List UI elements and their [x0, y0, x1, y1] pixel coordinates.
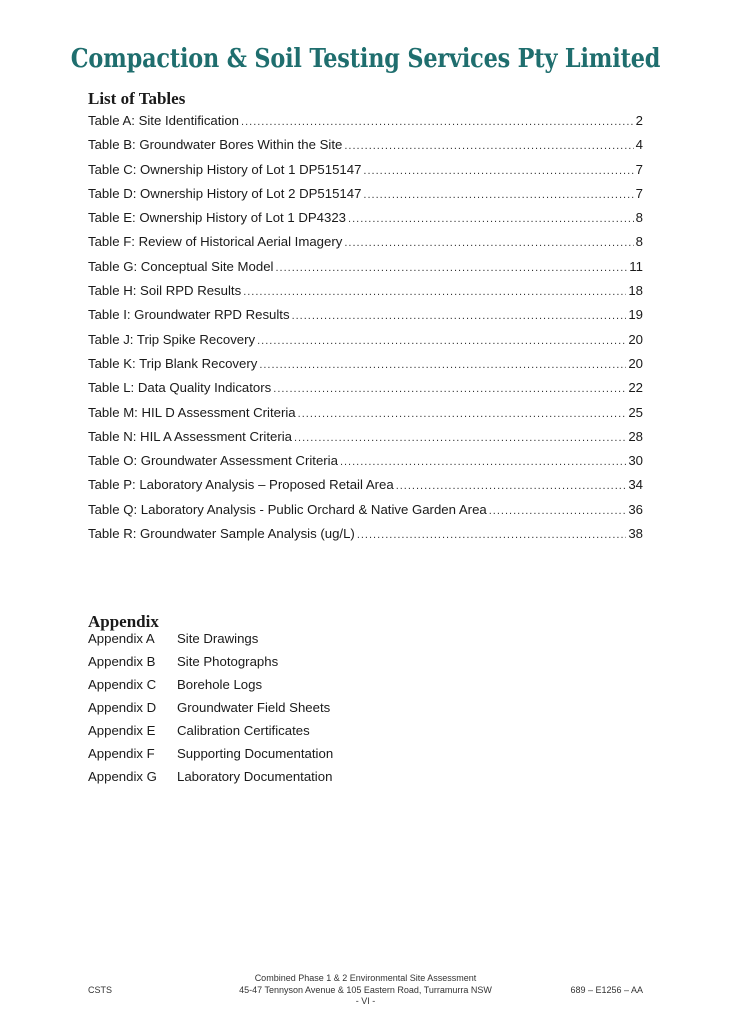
appendix-id: Appendix C	[88, 677, 157, 692]
list-of-tables-heading: List of Tables	[88, 89, 186, 108]
appendix-id: Appendix B	[88, 654, 156, 669]
appendix-entry-e[interactable]	[88, 723, 333, 746]
toc-entry-table-h[interactable]	[88, 283, 643, 307]
appendix-entry-g[interactable]	[88, 769, 333, 792]
toc-entry-page: 18	[628, 283, 643, 299]
footer-company-abbrev: CSTS	[88, 985, 113, 995]
toc-entry-label: Table B: Groundwater Bores Within the Site	[88, 137, 343, 153]
toc-entry-table-e[interactable]	[88, 210, 643, 234]
appendix-list	[88, 631, 333, 792]
dot-leader	[241, 116, 634, 128]
toc-entry-page: 38	[628, 526, 643, 542]
appendix-id: Appendix F	[88, 746, 155, 761]
dot-leader	[275, 262, 627, 274]
toc-entry-table-i[interactable]	[88, 307, 643, 331]
toc-entry-table-q[interactable]	[88, 502, 643, 526]
company-name: Compaction & Soil Testing Services Pty Limited	[70, 44, 661, 74]
appendix-id: Appendix E	[88, 723, 156, 738]
dot-leader	[489, 505, 627, 517]
toc-entry-table-r[interactable]	[88, 526, 643, 550]
dot-leader	[298, 408, 627, 420]
appendix-entry-f[interactable]	[88, 746, 333, 769]
toc-entry-table-l[interactable]	[88, 380, 643, 404]
toc-entry-label: Table F: Review of Historical Aerial Imagery	[88, 234, 343, 250]
toc-entry-label: Table D: Ownership History of Lot 2 DP515147	[88, 185, 362, 201]
table-of-contents-list	[88, 113, 643, 550]
appendix-heading: Appendix	[88, 612, 159, 631]
toc-entry-page: 8	[635, 234, 643, 250]
appendix-entry-a[interactable]	[88, 631, 333, 654]
toc-entry-table-k[interactable]	[88, 356, 643, 380]
dot-leader	[348, 213, 634, 225]
toc-entry-label: Table H: Soil RPD Results	[88, 283, 242, 299]
appendix-title: Supporting Documentation	[177, 746, 334, 761]
appendix-id: Appendix A	[88, 631, 155, 646]
toc-entry-page: 20	[628, 331, 643, 347]
toc-entry-table-b[interactable]	[88, 137, 643, 161]
toc-entry-page: 28	[628, 428, 643, 444]
toc-entry-page: 19	[628, 307, 643, 323]
appendix-id: Appendix G	[88, 769, 157, 784]
toc-entry-page: 34	[628, 477, 643, 493]
toc-entry-label: Table R: Groundwater Sample Analysis (ug/L)	[88, 526, 355, 542]
dot-leader	[344, 237, 633, 249]
toc-entry-label: Table K: Trip Blank Recovery	[88, 355, 258, 371]
toc-entry-label: Table J: Trip Spike Recovery	[88, 331, 256, 347]
toc-entry-label: Table M: HIL D Assessment Criteria	[88, 404, 296, 420]
toc-entry-label: Table P: Laboratory Analysis – Proposed Retail Area	[88, 477, 394, 493]
toc-entry-page: 11	[629, 258, 643, 274]
dot-leader	[363, 165, 633, 177]
toc-entry-table-n[interactable]	[88, 429, 643, 453]
appendix-title: Groundwater Field Sheets	[177, 700, 331, 715]
appendix-title: Site Photographs	[177, 654, 279, 669]
dot-leader	[357, 529, 627, 541]
dot-leader	[294, 432, 626, 444]
toc-entry-table-p[interactable]	[88, 477, 643, 501]
dot-leader	[363, 189, 633, 201]
dot-leader	[257, 335, 626, 347]
toc-entry-table-d[interactable]	[88, 186, 643, 210]
appendix-id: Appendix D	[88, 700, 157, 715]
toc-entry-page: 4	[635, 137, 643, 153]
toc-entry-table-f[interactable]	[88, 234, 643, 258]
dot-leader	[396, 480, 627, 492]
dot-leader	[292, 310, 627, 322]
appendix-title: Laboratory Documentation	[177, 769, 333, 784]
footer-report-number: 689 – E1256 – AA	[570, 985, 643, 995]
appendix-entry-c[interactable]	[88, 677, 333, 700]
dot-leader	[340, 456, 626, 468]
toc-entry-label: Table C: Ownership History of Lot 1 DP515147	[88, 161, 362, 177]
dot-leader	[243, 286, 626, 298]
toc-entry-table-m[interactable]	[88, 405, 643, 429]
appendix-entry-d[interactable]	[88, 700, 333, 723]
toc-entry-table-o[interactable]	[88, 453, 643, 477]
footer-site-address: 45-47 Tennyson Avenue & 105 Eastern Road, Turramurra NSW	[239, 984, 492, 995]
toc-entry-page: 8	[635, 210, 643, 226]
toc-entry-label: Table A: Site Identification	[88, 113, 240, 128]
toc-entry-page: 22	[628, 380, 643, 396]
toc-entry-page: 20	[628, 355, 643, 371]
toc-entry-page: 30	[628, 453, 643, 469]
toc-entry-page: 7	[635, 185, 643, 201]
toc-entry-table-j[interactable]	[88, 332, 643, 356]
toc-entry-table-a[interactable]	[88, 113, 643, 137]
toc-entry-page: 36	[628, 501, 643, 517]
toc-entry-page: 2	[635, 113, 643, 128]
dot-leader	[259, 359, 626, 371]
toc-entry-label: Table O: Groundwater Assessment Criteria	[88, 453, 338, 469]
toc-entry-page: 25	[628, 404, 643, 420]
toc-entry-label: Table E: Ownership History of Lot 1 DP4323	[88, 210, 347, 226]
toc-entry-label: Table I: Groundwater RPD Results	[88, 307, 290, 323]
appendix-entry-b[interactable]	[88, 654, 333, 677]
toc-entry-label: Table L: Data Quality Indicators	[88, 380, 272, 396]
dot-leader	[344, 140, 633, 152]
toc-entry-label: Table N: HIL A Assessment Criteria	[88, 428, 292, 444]
dot-leader	[273, 383, 626, 395]
toc-entry-table-c[interactable]	[88, 162, 643, 186]
appendix-title: Site Drawings	[177, 631, 259, 646]
footer-page-number: - VI -	[355, 996, 376, 1006]
appendix-title: Borehole Logs	[177, 677, 263, 692]
toc-entry-label: Table G: Conceptual Site Model	[88, 258, 274, 274]
toc-entry-table-g[interactable]	[88, 259, 643, 283]
toc-entry-label: Table Q: Laboratory Analysis - Public Orchard & Native Garden Area	[88, 501, 487, 517]
footer-report-title: Combined Phase 1 & 2 Environmental Site Assessment	[254, 973, 477, 983]
appendix-title: Calibration Certificates	[177, 723, 310, 738]
toc-entry-page: 7	[635, 161, 643, 177]
